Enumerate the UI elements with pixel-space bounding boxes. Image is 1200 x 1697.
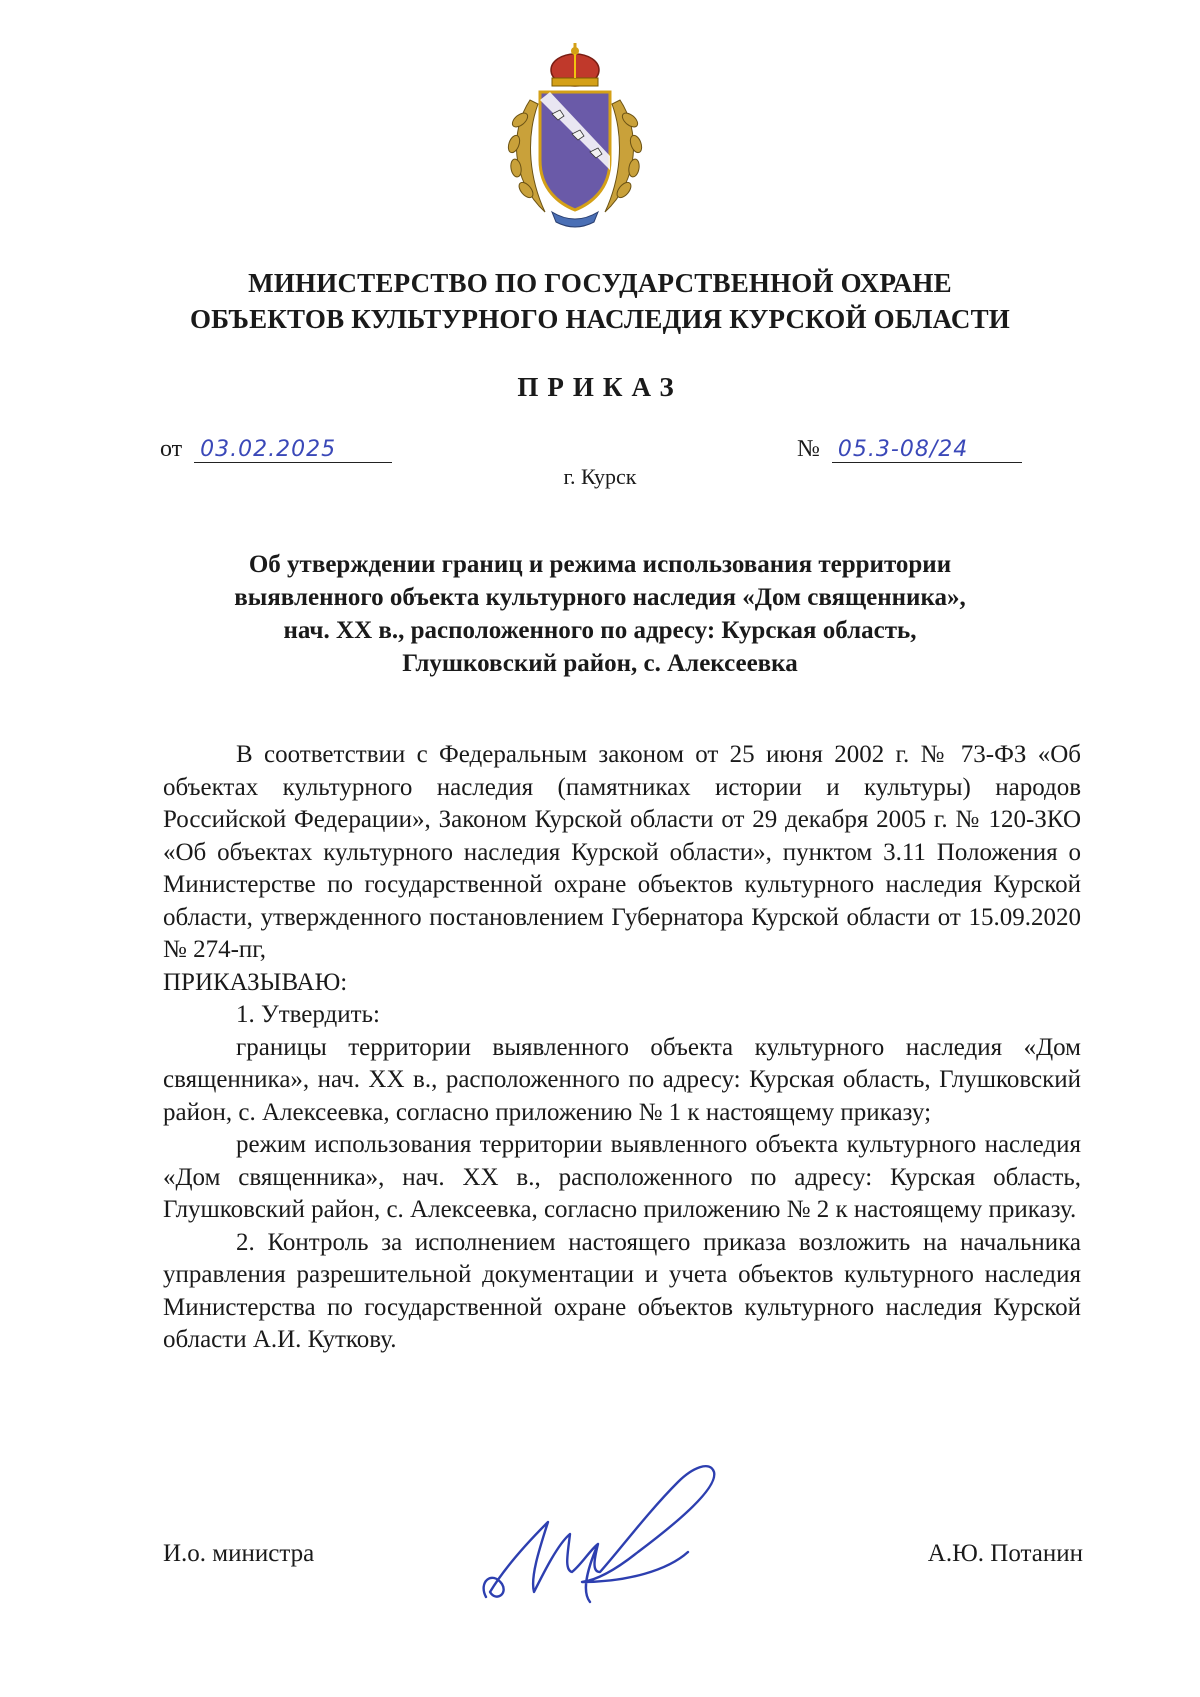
ribbon-icon: [552, 212, 598, 227]
subject-line-3: нач. XX в., расположенного по адресу: Курская область,: [283, 617, 917, 644]
order-title: ПРИКАЗ: [517, 372, 683, 402]
number-label: №: [797, 436, 820, 462]
ministry-line-1: МИНИСТЕРСТВО ПО ГОСУДАРСТВЕННОЙ ОХРАНЕ: [248, 268, 952, 298]
subject-line-1: Об утверждении границ и режима использования территории: [248, 551, 952, 578]
city: г. Курск: [563, 464, 637, 489]
item-1: 1. Утвердить:: [236, 1001, 380, 1028]
ministry-line-2: ОБЪЕКТОВ КУЛЬТУРНОГО НАСЛЕДИЯ КУРСКОЙ ОБЛАСТИ: [189, 304, 1010, 334]
order-word: ПРИКАЗЫВАЮ:: [163, 968, 348, 996]
preamble-paragraph: В соответствии с Федеральным законом от 25 июня 2002 г. № 73-ФЗ «Об объектах культурного наследия (памятниках истории и культуры) народов Российской Федерации», Законом Курской области от 29 декабря 2005 г. № 120-ЗКО «Об объектах культурного наследия Курской области», пунктом 3.11 Положения о Министерстве по государственной охране объектов культурного наследия Курской области, утвержденного постановлением Губернатора Курской области от 15.09.2020 № 274-пг,: [163, 741, 1081, 963]
item-1-b: режим использования территории выявленного объекта культурного наследия «Дом священника», нач. XX в., расположенного по адресу: Курская область, Глушковский район, с. Алексеевка, согласно приложению № 2 к настоящему приказу.: [163, 1131, 1081, 1223]
subject-line-2: выявленного объекта культурного наследия «Дом священника»,: [234, 584, 966, 611]
number-row: [797, 436, 1022, 463]
date-value: 03.02.2025: [194, 437, 392, 463]
signatory-position: И.о. министра: [163, 1540, 315, 1567]
subject-heading: [140, 548, 1060, 680]
ministry-name: [100, 265, 1100, 337]
date-label: от: [160, 436, 183, 462]
crown-icon: [551, 43, 599, 86]
coat-of-arms-emblem: [490, 40, 660, 230]
signatory-name: А.Ю. Потанин: [927, 1540, 1083, 1567]
item-1-a: границы территории выявленного объекта культурного наследия «Дом священника», нач. XX в., расположенного по адресу: Курская область, Глушковский район, с. Алексеевка, согласно приложению № 1 к настоящему приказу;: [163, 1033, 1081, 1126]
subject-line-4: Глушковский район, с. Алексеевка: [402, 650, 798, 677]
document-body: [163, 739, 1081, 1357]
handwritten-signature: [478, 1452, 738, 1612]
shield-icon: [540, 92, 610, 210]
item-2: 2. Контроль за исполнением настоящего приказа возложить на начальника управления разрешительной документации и учета объектов культурного наследия Министерства по государственной охране объектов культурного наследия Курской области А.И. Куткову.: [163, 1228, 1081, 1353]
number-value: 05.3-08/24: [832, 437, 1022, 463]
date-row: [160, 436, 392, 463]
